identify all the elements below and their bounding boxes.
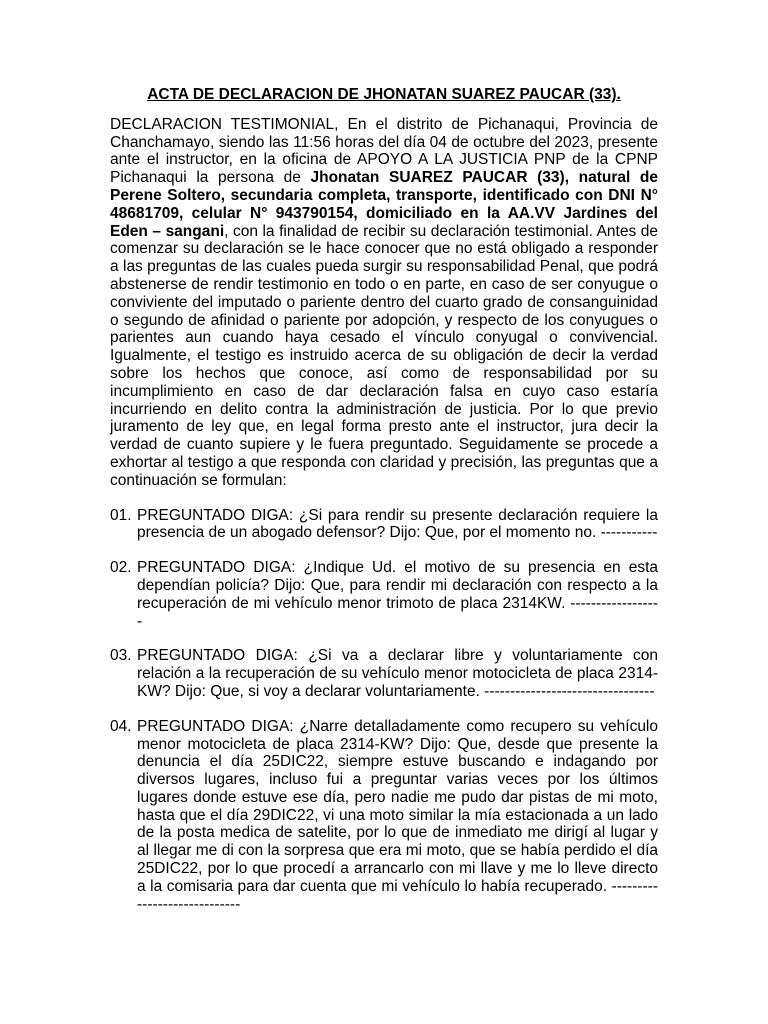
intro-text-part1: DECLARACION TESTIMONIAL, En el distrito de Pichanaqui, Provincia de Chanchamayo, siendo las 11:56 horas del día 04 de octubre del 2023, presente ante el instructor, en la oficina de APOYO A LA JUSTICIA PNP de la CPNP Pichanaqui la persona de bbox=[110, 115, 658, 187]
question-item-04 bbox=[110, 718, 658, 914]
document-page bbox=[110, 86, 658, 913]
intro-text-bold: Jhonatan SUAREZ PAUCAR (33), natural de Perene Soltero, secundaria completa, transporte, identificado con DNI N° 48681709, celular N° 943790154, domiciliado en la AA.VV Jardines del Eden – sangani bbox=[110, 169, 658, 240]
question-number: 02. bbox=[110, 559, 132, 577]
question-number: 03. bbox=[110, 647, 132, 665]
question-text: PREGUNTADO DIGA: ¿Si va a declarar libre y voluntariamente con relación a la recuperación de su vehículo menor motocicleta de placa 2314-KW? Dijo: Que, si voy a declarar voluntariamente. --------------------------------- bbox=[137, 647, 658, 700]
question-item-01 bbox=[110, 507, 658, 543]
document-title: ACTA DE DECLARACION DE JHONATAN SUAREZ PAUCAR (33). bbox=[147, 86, 621, 103]
question-number: 01. bbox=[110, 506, 132, 524]
intro-text-part2: , con la finalidad de recibir su declaración testimonial. Antes de comenzar su declaración se le hace conocer que no está obligado a responder a las preguntas de las cuales pueda surgir su responsabilidad Penal, que podrá abstenerse de rendir testimonio en todo o en parte, en caso de ser conyugue o conviviente del imputado o pariente dentro del cuarto grado de consanguinidad o segundo de afinidad o pariente por adopción, y respecto de los conyugues o parientes aun cuando haya cesado el vínculo conyugal o convivencial. Igualmente, el testigo es instruido acerca de su obligación de decir la verdad sobre los hechos que conoce, así como de responsabilidad por su incumplimiento en caso de dar declaración falsa en cuyo caso estaría incurriendo en delito contra la administración de justicia. Por lo que previo juramento de ley que, en legal forma presto ante el instructor, jura decir la verdad de cuanto supiere y le fuera preguntado. Seguidamente se procede a exhortar al testigo a que responda con claridad y precisión, las preguntas que a continuación se formulan: bbox=[110, 222, 658, 489]
question-text: PREGUNTADO DIGA: ¿Narre detalladamente como recupero su vehículo menor motocicleta de placa 2314-KW? Dijo: Que, desde que presente la denuncia el día 25DIC22, siempre estuve buscando e indagando por diversos lugares, incluso fui a preguntar varias veces por los últimos lugares donde estuve ese día, pero nadie me pudo dar pistas de mi moto, hasta que el día 29DIC22, vi una moto similar la mía estacionada a un lado de la posta medica de satelite, por lo que de inmediato me dirigí al lugar y al llegar me di con la sorpresa que era mi moto, que se había perdido el día 25DIC22, por lo que procedí a arrancarlo con mi llave y me lo lleve directo a la comisaria para dar cuenta que mi vehículo lo había recuperado. ----------------------------- bbox=[137, 717, 658, 913]
question-item-03 bbox=[110, 647, 658, 700]
question-text: PREGUNTADO DIGA: ¿Indique Ud. el motivo de su presencia en esta dependían policía? Dijo: Que, para rendir mi declaración con respecto a la recuperación de mi vehículo menor trimoto de placa 2314KW. ------------------ bbox=[137, 559, 658, 630]
question-item-02 bbox=[110, 559, 658, 630]
intro-paragraph bbox=[110, 116, 658, 490]
question-number: 04. bbox=[110, 717, 132, 735]
question-text: PREGUNTADO DIGA: ¿Si para rendir su presente declaración requiere la presencia de un abogado defensor? Dijo: Que, por el momento no. ----------- bbox=[137, 506, 658, 542]
